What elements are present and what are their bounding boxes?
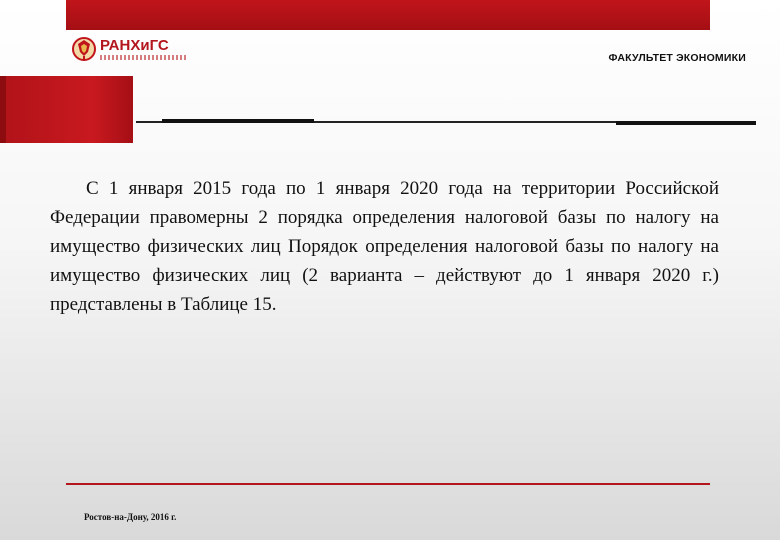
faculty-title: ФАКУЛЬТЕТ ЭКОНОМИКИ (608, 52, 746, 64)
header-divider-accent-right (616, 121, 756, 125)
logo-subtitle-lines (100, 55, 188, 60)
footer-divider (66, 483, 710, 485)
logo-text: РАНХиГС (100, 37, 169, 54)
header-divider-accent-left (162, 119, 314, 123)
top-accent-bar (66, 0, 710, 30)
side-accent-block (0, 76, 133, 143)
eagle-emblem-icon (72, 34, 96, 64)
main-paragraph: С 1 января 2015 года по 1 января 2020 года на территории Российской Федерации правомерны 2 порядка определения налоговой базы по налогу на имущество физических лиц Порядок определения налоговой базы по налогу на имущество физических лиц (2 варианта – действуют до 1 января 2020 г.) представлены в Таблице 15. (50, 178, 719, 315)
footer-location-year: Ростов-на-Дону, 2016 г. (84, 512, 177, 522)
university-logo (72, 33, 188, 65)
